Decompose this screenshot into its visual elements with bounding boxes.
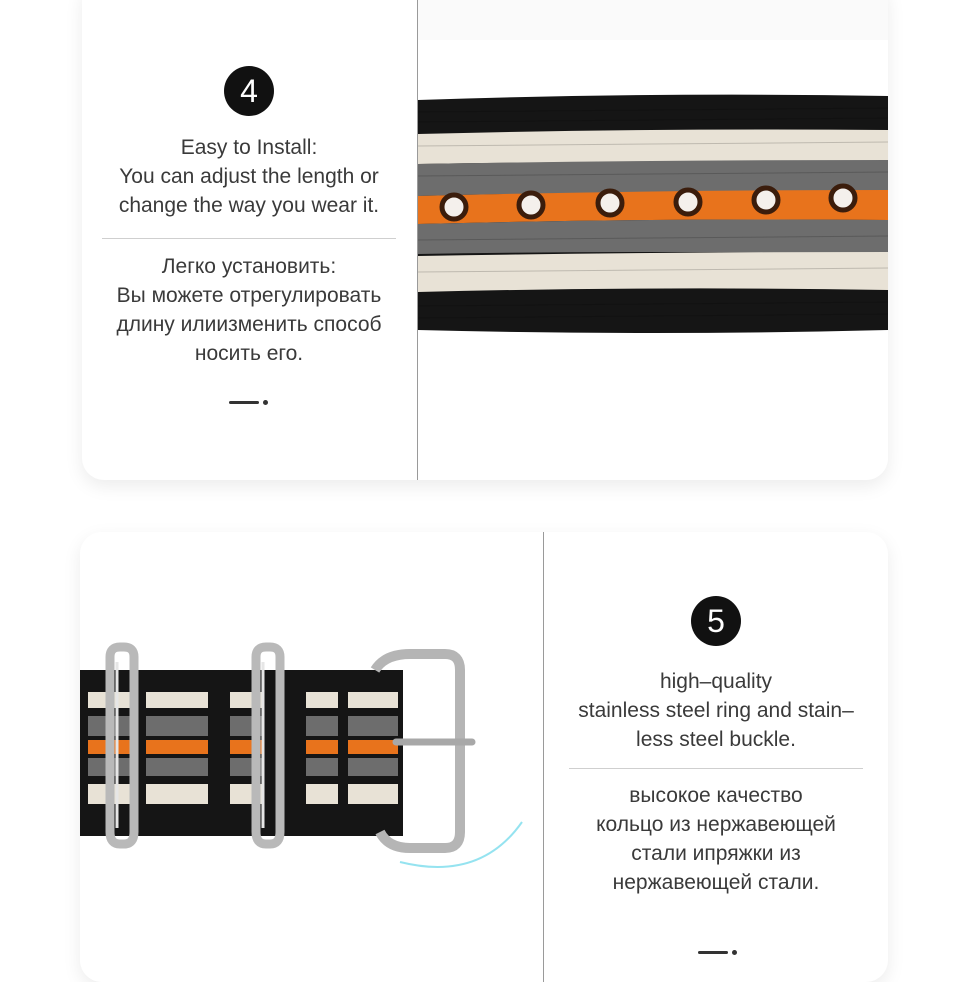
install-title-ru: Легко установить: xyxy=(161,255,337,278)
text-divider xyxy=(569,768,863,769)
pagination-dash xyxy=(698,951,728,954)
text-divider xyxy=(102,238,396,239)
pagination-dot xyxy=(732,950,737,955)
install-desc-ru-3: носить его. xyxy=(194,342,304,365)
install-desc-ru-1: Вы можете отрегулировать xyxy=(116,284,382,307)
install-text-panel xyxy=(82,66,416,368)
buckle-desc-en-2: less steel buckle. xyxy=(636,728,796,751)
buckle-desc-ru-1: кольцо из нержавеющей xyxy=(596,813,836,836)
buckle-desc-ru-2: стали ипряжки из xyxy=(631,842,801,865)
buckle-desc-ru-3: нержавеющей стали. xyxy=(612,871,820,894)
buckle-title-en: high–quality xyxy=(659,670,773,693)
install-desc-en-1: You can adjust the length or xyxy=(119,165,379,188)
install-desc-en-2: change the way you wear it. xyxy=(118,194,380,217)
nato-strap-holes-image xyxy=(418,0,888,480)
install-title-en: Easy to Install: xyxy=(180,136,318,159)
pagination-dash xyxy=(229,401,259,404)
buckle-desc-en-1: stainless steel ring and stain– xyxy=(578,699,854,722)
install-desc-ru-2: длину илиизменить способ xyxy=(116,313,382,336)
nato-strap-buckle-image xyxy=(80,532,543,982)
buckle-text-panel xyxy=(544,596,888,897)
pagination-dot xyxy=(263,400,268,405)
buckle-title-ru: высокое качество xyxy=(629,784,803,807)
feature-card-buckle xyxy=(80,532,888,982)
feature-card-install xyxy=(82,0,888,480)
step-number-badge: 4 xyxy=(224,66,274,116)
step-number-badge: 5 xyxy=(691,596,741,646)
